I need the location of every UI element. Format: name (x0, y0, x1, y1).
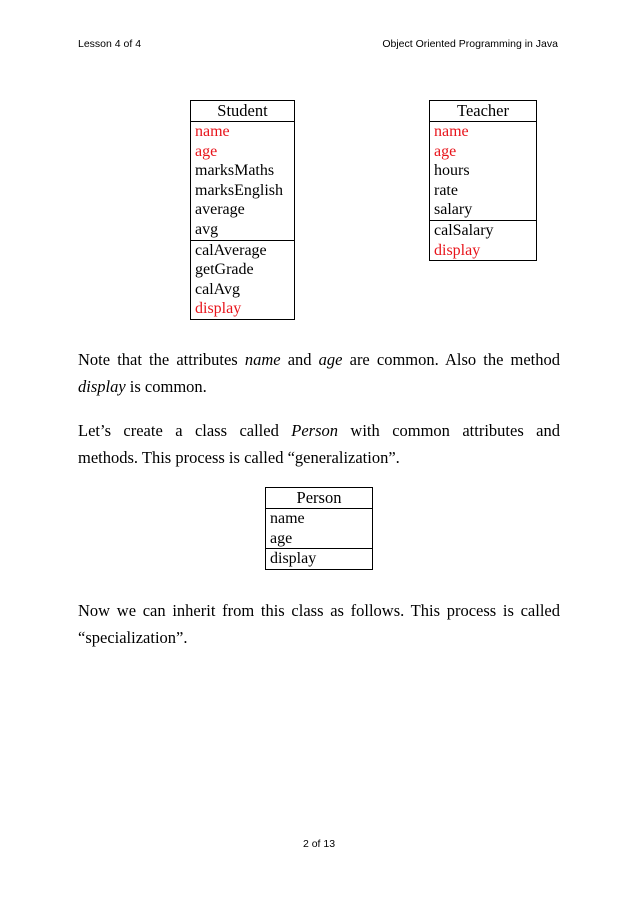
teacher-attributes (430, 122, 536, 220)
teacher-attr-rate: rate (434, 181, 458, 199)
student-method-display: display (195, 300, 242, 318)
student-method-calavg: calAvg (195, 280, 241, 298)
person-methods (266, 548, 372, 569)
p3-text-a: Now we can inherit from this class as follows. This process is called (78, 601, 560, 620)
person-attr-age: age (270, 529, 293, 547)
p1-text-g: is common. (125, 377, 207, 396)
header-lesson: Lesson 4 of 4 (78, 38, 142, 50)
student-attr-age: age (195, 142, 218, 160)
student-attributes (191, 122, 294, 240)
paragraph-specialization (78, 597, 560, 651)
header-course-title: Object Oriented Programming in Java (382, 38, 558, 50)
paragraph-common-attributes (78, 346, 560, 400)
student-attr-marksenglish: marksEnglish (195, 181, 283, 199)
teacher-attr-age: age (434, 142, 457, 160)
teacher-attr-salary: salary (434, 201, 473, 219)
teacher-methods (430, 220, 536, 260)
page-number: 2 of 13 (302, 838, 336, 850)
p2-text-a: Let’s create a class called (78, 421, 292, 440)
p1-term-display: display (78, 377, 126, 396)
student-attr-name: name (195, 123, 230, 140)
student-attr-marksmaths: marksMaths (195, 162, 275, 180)
teacher-class-box (429, 100, 537, 261)
p1-text-a: Note that the attributes (78, 350, 245, 369)
paragraph-generalization (78, 417, 560, 471)
teacher-class-title: Teacher (430, 101, 536, 122)
p2-text-d: methods. This process is called “generalization”. (78, 448, 400, 467)
student-method-calaverage: calAverage (195, 241, 267, 259)
p3-text-b: “specialization”. (78, 628, 188, 647)
teacher-attr-hours: hours (434, 162, 470, 180)
person-class-box (265, 487, 373, 570)
student-class-box (190, 100, 295, 320)
p2-text-c: with common attributes and (338, 421, 560, 440)
student-class-title: Student (191, 101, 294, 122)
p2-term-person: Person (291, 421, 339, 440)
person-method-display: display (270, 550, 317, 568)
person-attributes (266, 509, 372, 548)
student-attr-average: average (195, 201, 245, 219)
p1-text-c: and (280, 350, 319, 369)
person-class-title: Person (266, 488, 372, 509)
teacher-method-calsalary: calSalary (434, 221, 494, 239)
teacher-method-display: display (434, 241, 481, 259)
person-attr-name: name (270, 510, 305, 527)
student-attr-avg: avg (195, 220, 219, 238)
teacher-attr-name: name (434, 123, 469, 140)
p1-term-name: name (244, 350, 281, 369)
p1-text-e: are common. Also the method (342, 350, 561, 369)
p1-term-age: age (318, 350, 343, 369)
student-method-getgrade: getGrade (195, 261, 254, 279)
student-methods (191, 240, 294, 319)
